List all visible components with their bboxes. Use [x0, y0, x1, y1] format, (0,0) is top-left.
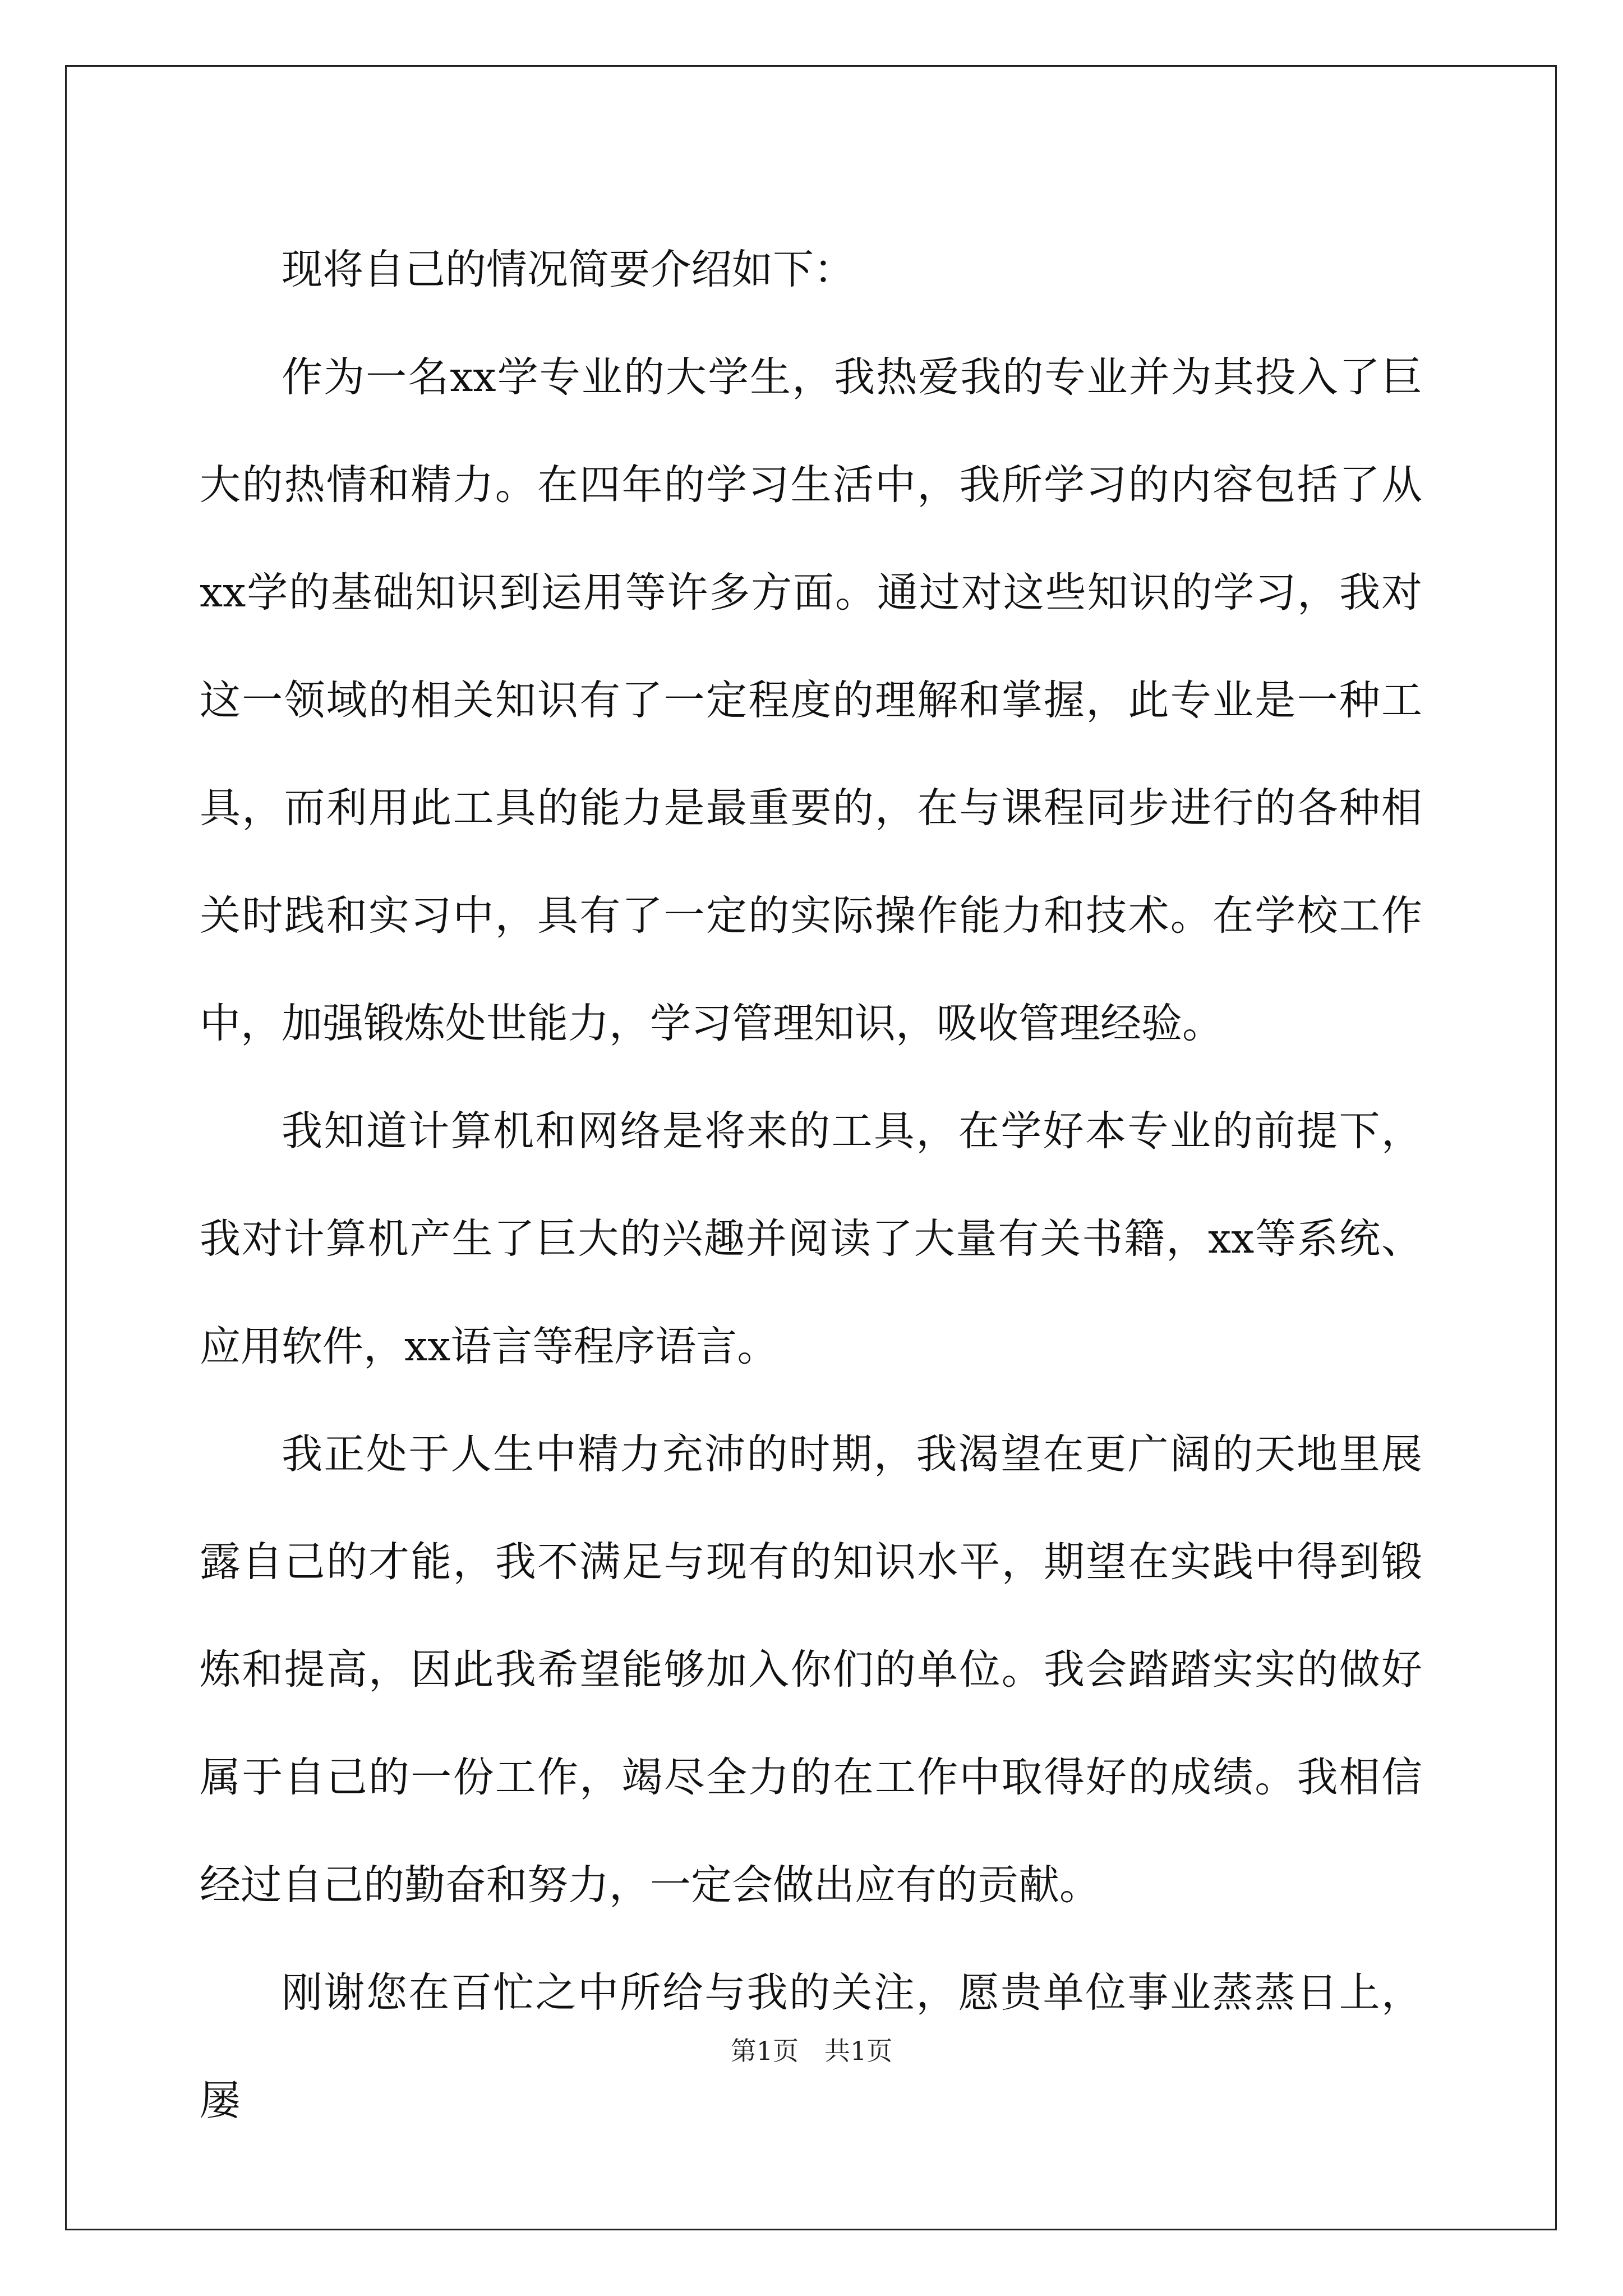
- page-number: 第1页: [730, 2036, 799, 2066]
- paragraph-intro: 现将自己的情况简要介绍如下：: [282, 246, 855, 293]
- page-total: 共1页: [824, 2036, 893, 2066]
- paragraph-major: 作为一名xx学专业的大学生，我热爱我的专业并为其投入了巨大的热情和精力。在四年的学习生活中，我所学习的内容包括了从xx学的基础知识到运用等许多方面。通过对这些知识的学习，我对这一领域的相关知识有了一定程度的理解和掌握，此专业是一种工具，而利用此工具的能力是最重要的，在与课程同步进行的各种相关时践和实习中，具有了一定的实际操作能力和技术。在学校工作中，加强锻炼处世能力，学习管理知识，吸收管理经验。: [200, 353, 1422, 1047]
- paragraph-aspiration: 我正处于人生中精力充沛的时期，我渴望在更广阔的天地里展露自己的才能，我不满足与现有的知识水平，期望在实践中得到锻炼和提高，因此我希望能够加入你们的单位。我会踏踏实实的做好属于自己的一份工作，竭尽全力的在工作中取得好的成绩。我相信经过自己的勤奋和努力，一定会做出应有的贡献。: [200, 1430, 1422, 1909]
- page-footer: [0, 2031, 1623, 2068]
- paragraph-computer: 我知道计算机和网络是将来的工具，在学好本专业的前提下，我对计算机产生了巨大的兴趣并阅读了大量有关书籍，xx等系统、应用软件，xx语言等程序语言。: [200, 1107, 1422, 1370]
- document-body: [200, 216, 1422, 2155]
- paragraph-thanks: 刚谢您在百忙之中所给与我的关注，愿贵单位事业蒸蒸日上，屡: [200, 1969, 1422, 2124]
